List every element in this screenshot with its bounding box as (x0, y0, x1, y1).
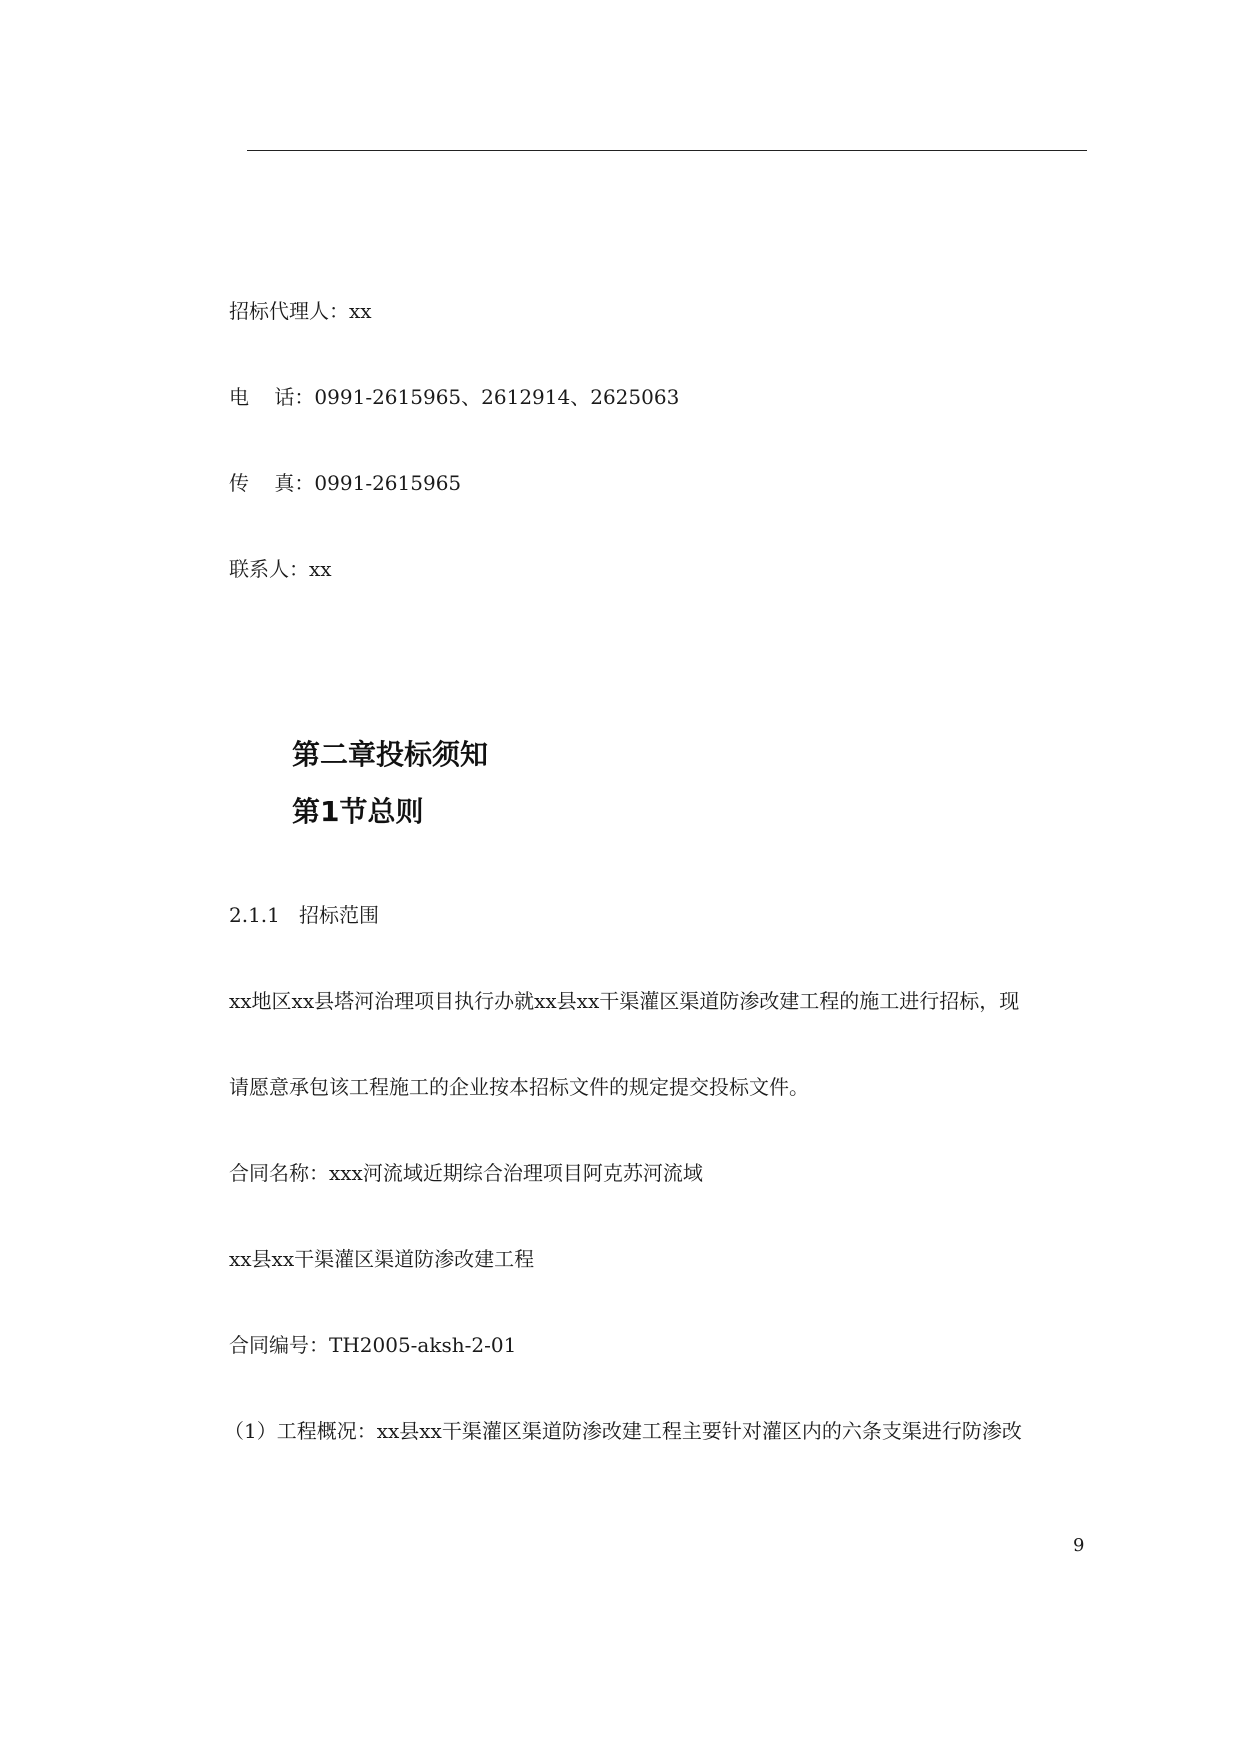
page-number: 9 (1073, 1535, 1085, 1556)
project-overview-line: （1）工程概况：xx县xx干渠灌区渠道防渗改建工程主要针对灌区内的六条支渠进行防渗改 (224, 1419, 1022, 1443)
phone-line: 电 话：0991-2615965、2612914、2625063 (229, 385, 680, 409)
contract-name-line: 合同名称：xxx河流域近期综合治理项目阿克苏河流域 (229, 1161, 703, 1185)
section-heading: 第1节总则 (292, 795, 424, 828)
contact-person-line: 联系人：xx (229, 557, 332, 581)
paragraph-line: xx地区xx县塔河治理项目执行办就xx县xx干渠灌区渠道防渗改建工程的施工进行招标，现 (229, 989, 1020, 1013)
contract-number-line: 合同编号：TH2005-aksh-2-01 (229, 1333, 517, 1357)
paragraph-line: 请愿意承包该工程施工的企业按本招标文件的规定提交投标文件。 (229, 1075, 809, 1099)
chapter-heading: 第二章投标须知 (292, 738, 489, 771)
contract-name-continuation: xx县xx干渠灌区渠道防渗改建工程 (229, 1247, 535, 1271)
tender-agent-line: 招标代理人：xx (229, 299, 372, 323)
fax-line: 传 真：0991-2615965 (229, 471, 462, 495)
clause-title: 2.1.1 招标范围 (229, 903, 379, 927)
header-rule (247, 150, 1087, 151)
